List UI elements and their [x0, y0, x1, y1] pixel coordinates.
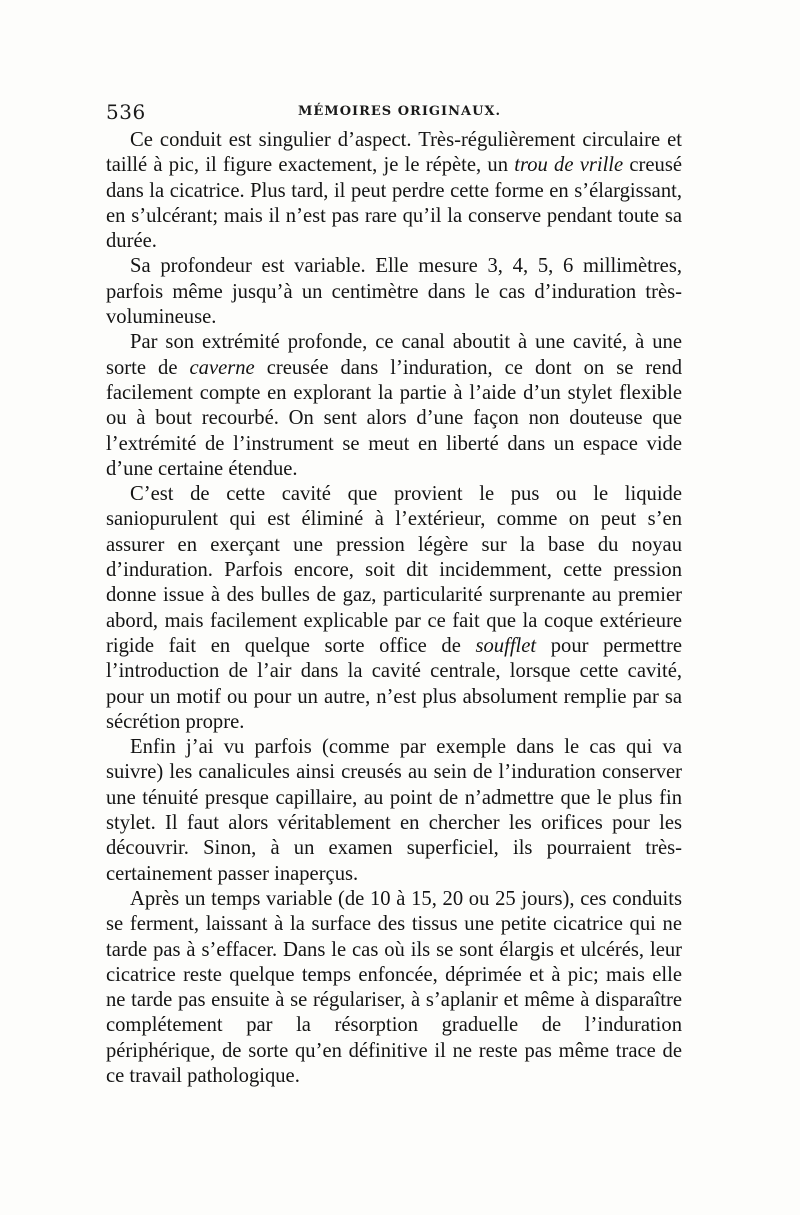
paragraph	[106, 482, 682, 735]
text-run: Ce conduit est singulier d’aspect. Très-régulièrement circulaire et taillé à pic, il figure exactement, je le répète, un	[106, 129, 682, 177]
text-run: Sa profondeur est variable. Elle mesure 3, 4, 5, 6 millimètres, parfois même jusqu’à un centimètre dans le cas d’induration très-volumineuse.	[106, 255, 682, 329]
text-run: pour permettre l’introduction de l’air dans la cavité centrale, lorsque cette cavité, pour un motif ou pour un autre, n’est plus absolument remplie par sa sécrétion propre.	[106, 634, 682, 733]
text-run: creusée dans l’induration, ce dont on se rend facilement compte en explorant la partie à l’aide d’un stylet flexible ou à bout recourbé. On sent alors d’une façon non douteuse que l’extrémité de l’instrument se meut en liberté dans un espace vide d’une certaine étendue.	[106, 356, 683, 480]
text-run: Par son extrémité profonde, ce canal aboutit à une cavité, à une sorte de	[106, 331, 682, 379]
page-header	[106, 100, 684, 122]
text-run: Enfin j’ai vu parfois (comme par exemple dans le cas qui va suivre) les canalicules ainsi creusés au sein de l’induration conserver une ténuité presque capillaire, au point de n’admettre que le plus fin stylet. Il faut alors véritablement en chercher les orifices pour les découvrir. Sinon, à un examen superficiel, ils pourraient très-certainement passer inaperçus.	[106, 736, 682, 885]
paragraph	[106, 887, 682, 1089]
text-run: C’est de cette cavité que provient le pus ou le liquide saniopurulent qui est éliminé à l’extérieur, comme on peut s’en assurer en exerçant une pression légère sur la base du noyau d’induration. Parfois encore, soit dit incidemment, cette pression donne issue à des bulles de gaz, particularité surprenante au premier abord, mais facilement explicable par ce fait que la coque extérieure rigide fait en quelque sorte office de	[106, 483, 682, 657]
body-text	[106, 128, 682, 1089]
italic-term: soufflet	[475, 634, 537, 657]
paragraph	[106, 330, 682, 482]
paragraph	[106, 128, 682, 254]
paragraph	[106, 254, 682, 330]
text-run: Après un temps variable (de 10 à 15, 20 ou 25 jours), ces conduits se ferment, laissant à la surface des tissus une petite cicatrice qui ne tarde pas à s’effacer. Dans le cas où ils se sont élargis et ulcérés, leur cicatrice reste quelque temps enfoncée, déprimée et à pic; mais elle ne tarde pas ensuite à se régulariser, à s’aplanir et même à disparaître complétement par la résorption graduelle de l’induration périphérique, de sorte qu’en définitive il ne reste pas même trace de ce travail pathologique.	[106, 887, 682, 1087]
running-title: MÉMOIRES ORIGINAUX.	[298, 104, 502, 119]
paragraph	[106, 735, 682, 887]
text-run: creusé dans la cicatrice. Plus tard, il peut perdre cette forme en s’élargissant, en s’ulcérant; mais il n’est pas rare qu’il la conserve pendant toute sa durée.	[106, 154, 682, 253]
italic-term: caverne	[189, 356, 255, 379]
page-number: 536	[106, 100, 146, 124]
italic-term: trou de vrille	[514, 154, 624, 177]
